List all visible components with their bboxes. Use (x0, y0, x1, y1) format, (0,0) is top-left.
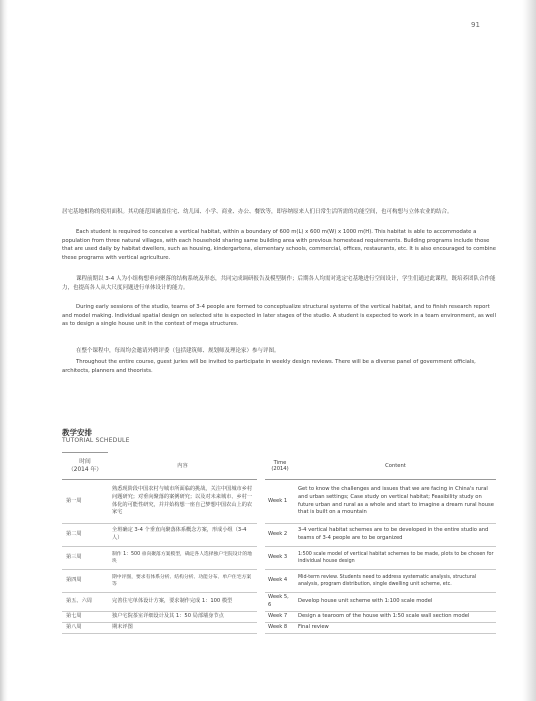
gap-cell (257, 570, 265, 593)
gap-cell (257, 524, 265, 547)
header-content-cn: 内容 (108, 453, 257, 480)
header-week-cn (62, 453, 108, 480)
week-cn-cell: 第三周 (62, 547, 108, 570)
time-en-cell: Week 7 (265, 611, 295, 622)
gap-cell (257, 480, 265, 524)
content-cn-cell: 独户宅院茶室详细设计及其 1：50 局部墙身节点 (108, 611, 257, 622)
gap-cell (257, 622, 265, 633)
time-en-cell: Week 4 (265, 570, 295, 593)
header-week-label: 时间 (79, 459, 91, 465)
time-en-cell: Week 3 (265, 547, 295, 570)
week-cn-cell: 第七周 (62, 611, 108, 622)
schedule-row (62, 622, 496, 633)
schedule-row (62, 547, 496, 570)
paragraph-cn: 在整个课程中，每周均会邀请外聘评委（包括建筑师、规划师及理论家）参与评图。 (76, 348, 280, 354)
gap-cell (257, 611, 265, 622)
content-en-cell: 3-4 vertical habitat schemes are to be developed in the entire studio and teams of 3-4 people are to be organized (295, 524, 496, 547)
page-number: 91 (471, 21, 480, 29)
gap-cell (257, 547, 265, 570)
schedule-table (62, 452, 496, 634)
paragraph-cn: 课程前期以 3-4 人为小组构想垂向聚落的结构系统及形态，共同完成调研报告及模型制作；后期各人均需对选定宅基地进行空间设计，学生们通过此课程，既培养团队合作能力，也提高各人从大尺度问题进行单体设计的能力。 (62, 276, 496, 291)
schedule-row (62, 480, 496, 524)
content-cn-cell: 期中评图，要求有体系分析、结构分析、功能分布、单户住宅方案等 (108, 570, 257, 593)
time-en-cell: Week 1 (265, 480, 295, 524)
content-en-cell: Mid-term review. Students need to address systematic analysis, structural analysis, program distribution, single dwelling unit scheme, etc. (295, 570, 496, 593)
header-content-en: Content (295, 453, 496, 480)
time-en-cell: Week 8 (265, 622, 295, 633)
content-cn-cell: 完善住宅单体设计方案，要求制作完成 1：100 模型 (108, 593, 257, 612)
content-cn-cell: 熟悉现阶段中国农村与城市所面临的挑战，关注中国城市乡村问题研究；对垂向聚落的案例研究；以及对未来城市、乡村一体化的可能性研究，并并始构想一座自己梦想中国农山上的农家宅 (108, 480, 257, 524)
gap-cell (257, 593, 265, 612)
schedule-row (62, 570, 496, 593)
time-en-cell: Week 2 (265, 524, 295, 547)
week-cn-cell: 第一周 (62, 480, 108, 524)
content-en-cell: 1:500 scale model of vertical habitat schemes to be made, plots to be chosen for individual house design (295, 547, 496, 570)
schedule-row (62, 593, 496, 612)
paragraph-en: Each student is required to conceive a vertical habitat, within a boundary of 600 m(L) x 600 m(W) x 1000 m(H). This habitat is able to accommodate a population from three natural villages, with each household sharing same building area with previous homestead requirements. Building programs include those that are used daily by habitat dwellers, such as housing, kindergartens, elementary schools, commercial, offices, restaurants, etc. It is also encouraged to combine these programs with vertical agriculture. (62, 229, 496, 261)
schedule-title-cn: 教学安排 (62, 428, 92, 437)
schedule-title-en: TUTORIAL SCHEDULE (62, 437, 130, 444)
content-en-cell: Get to know the challenges and issues that we are facing in China's rural and urban settings; Case study on vertical habitat; Feasibility study on future urban and rural as a whole and start to imagine a dream rural house that is built on a mountain (295, 480, 496, 524)
content-cn-cell: 全班确定 3-4 个垂直向聚落体系概念方案，形成小组（3-4 人） (108, 524, 257, 547)
page-binding-shadow (0, 0, 8, 701)
week-cn-cell: 第八周 (62, 622, 108, 633)
paragraph-en: Throughout the entire course, guest juries will be invited to participate in weekly design reviews. There will be a diverse panel of government officials, architects, planners and theorists. (62, 359, 476, 374)
content-cn-cell: 期末评图 (108, 622, 257, 633)
schedule-row (62, 611, 496, 622)
schedule-row (62, 524, 496, 547)
time-en-cell: Week 5, 6 (265, 593, 295, 612)
paragraph-cn: 居宅基地相称的使用面积。其功能范围涵盖住宅、幼儿园、小学、商业、办公、餐饮等，即容纳原来人们日常生活所需的功能空间，也可构想与立体农业的结合。 (62, 209, 453, 215)
header-gap (257, 453, 265, 480)
week-cn-cell: 第五、六周 (62, 593, 108, 612)
week-cn-cell: 第四周 (62, 570, 108, 593)
content-en-cell: Design a tearoom of the house with 1:50 scale wall section model (295, 611, 496, 622)
header-time-en: Time (2014) (265, 453, 295, 480)
header-week-year: （2014 年） (68, 467, 102, 473)
paragraph-en: During early sessions of the studio, teams of 3-4 people are formed to conceptualize structural systems of the vertical habitat, and to finish research report and model making. Individual spatial design on selected site is expected in later stages of the studio. A student is expected to work in a team environment, as well as to design a single house unit in the context of mega structures. (62, 304, 496, 328)
content-en-cell: Final review (295, 622, 496, 633)
content-cn-cell: 制作 1：500 垂向聚落方案模型，确定各人选择独户宅院设计的地块 (108, 547, 257, 570)
schedule-header-row (62, 453, 496, 480)
content-en-cell: Develop house unit scheme with 1:100 scale model (295, 593, 496, 612)
week-cn-cell: 第二周 (62, 524, 108, 547)
page-edge-shadow (522, 0, 536, 701)
